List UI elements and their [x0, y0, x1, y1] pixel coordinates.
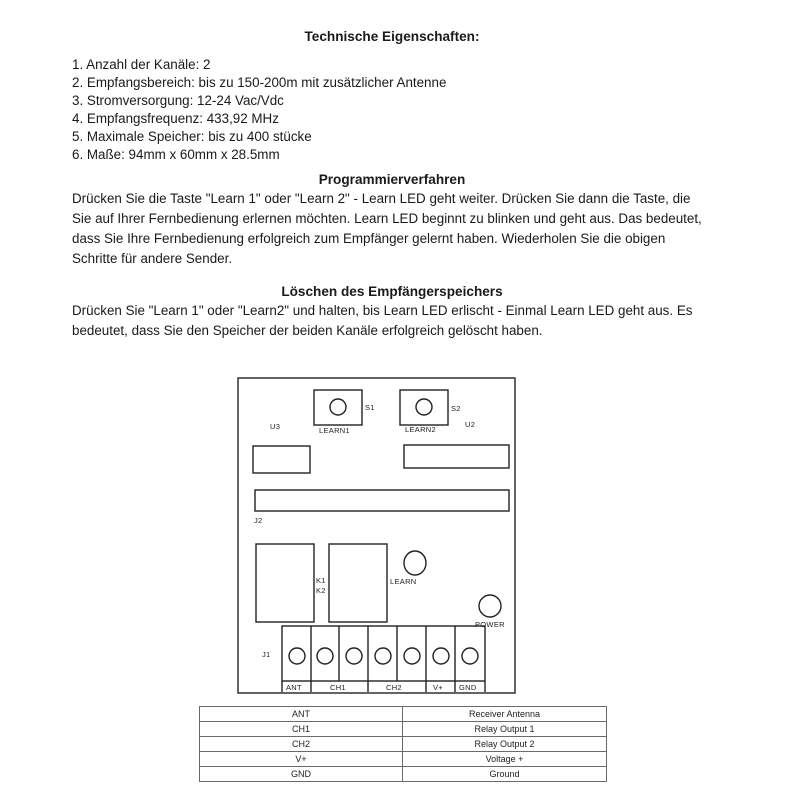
terminal-block-j1	[282, 626, 485, 681]
switch-s2	[400, 390, 448, 425]
pin-label-gnd: GND	[459, 683, 477, 692]
label-j2: J2	[254, 516, 263, 525]
label-learn-led: LEARN	[390, 577, 417, 586]
terminal-screw-icon	[462, 648, 478, 664]
pin-label-vplus: V+	[433, 683, 443, 692]
pin-label-ant: ANT	[286, 683, 302, 692]
header-j2	[255, 490, 509, 511]
programming-text: Drücken Sie die Taste "Learn 1" oder "Learn 2" - Learn LED geht weiter. Drücken Sie dann die Taste, die Sie auf Ihrer Fernbedienung erlernen möchten. Learn LED beginnt zu blinken und geht aus. Das bedeutet, dass Sie Ihre Fernbedienung erfolgreich zum Empfänger gelernt haben. Wiederholen Sie die obigen Schritte für andere Sender.	[72, 191, 702, 266]
terminal-screw-icon	[375, 648, 391, 664]
table-row	[200, 722, 607, 737]
chip-u2	[404, 445, 509, 468]
label-k2: K2	[316, 586, 326, 595]
label-power-led: POWER	[475, 620, 505, 629]
spec-item: 5. Maximale Speicher: bis zu 400 stücke	[72, 129, 312, 144]
spec-item: 2. Empfangsbereich: bis zu 150-200m mit zusätzlicher Antenne	[72, 75, 447, 90]
label-j1: J1	[262, 650, 271, 659]
table-cell-description: Ground	[403, 767, 607, 782]
table-cell-pin: CH1	[200, 722, 403, 737]
label-learn1: LEARN1	[319, 426, 350, 435]
spec-item: 4. Empfangsfrequenz: 433,92 MHz	[72, 111, 279, 126]
document-body	[72, 28, 712, 341]
table-row	[200, 707, 607, 722]
switch-s2-button-icon	[416, 399, 432, 415]
table-row	[200, 752, 607, 767]
spec-list	[72, 56, 712, 164]
table-cell-description: Voltage +	[403, 752, 607, 767]
label-u2: U2	[465, 420, 476, 429]
terminal-screw-icon	[404, 648, 420, 664]
table-cell-description: Relay Output 2	[403, 737, 607, 752]
spec-item: 1. Anzahl der Kanäle: 2	[72, 57, 211, 72]
board-border	[238, 378, 515, 693]
label-u3: U3	[270, 422, 281, 431]
spec-item: 3. Stromversorgung: 12-24 Vac/Vdc	[72, 93, 284, 108]
relay-k2	[329, 544, 387, 622]
deletion-text: Drücken Sie "Learn 1" oder "Learn2" und halten, bis Learn LED erlischt - Einmal Learn LED geht aus. Es bedeutet, dass Sie den Speicher der beiden Kanäle erfolgreich gelöscht haben.	[72, 303, 693, 338]
label-s2: S2	[451, 404, 461, 413]
table-cell-description: Relay Output 1	[403, 722, 607, 737]
chip-u3	[253, 446, 310, 473]
table-row	[200, 767, 607, 782]
power-led-icon	[479, 595, 501, 617]
pin-label-ch1: CH1	[330, 683, 346, 692]
label-learn2: LEARN2	[405, 425, 436, 434]
table-cell-description: Receiver Antenna	[403, 707, 607, 722]
deletion-heading: Löschen des Empfängerspeichers	[281, 284, 503, 299]
table-row	[200, 737, 607, 752]
table-cell-pin: GND	[200, 767, 403, 782]
label-s1: S1	[365, 403, 375, 412]
terminal-screw-icon	[433, 648, 449, 664]
table-cell-pin: ANT	[200, 707, 403, 722]
label-k1: K1	[316, 576, 326, 585]
relay-k1	[256, 544, 314, 622]
terminal-screw-icon	[317, 648, 333, 664]
switch-s1	[314, 390, 362, 425]
terminal-screw-icon	[289, 648, 305, 664]
technical-heading: Technische Eigenschaften:	[304, 29, 480, 44]
table-cell-pin: V+	[200, 752, 403, 767]
terminal-screw-icon	[346, 648, 362, 664]
spec-item: 6. Maße: 94mm x 60mm x 28.5mm	[72, 147, 280, 162]
learn-led-icon	[404, 551, 426, 575]
programming-heading: Programmierverfahren	[318, 172, 466, 187]
table-cell-pin: CH2	[200, 737, 403, 752]
pin-description-table	[199, 706, 607, 782]
switch-s1-button-icon	[330, 399, 346, 415]
pin-label-ch2: CH2	[386, 683, 402, 692]
